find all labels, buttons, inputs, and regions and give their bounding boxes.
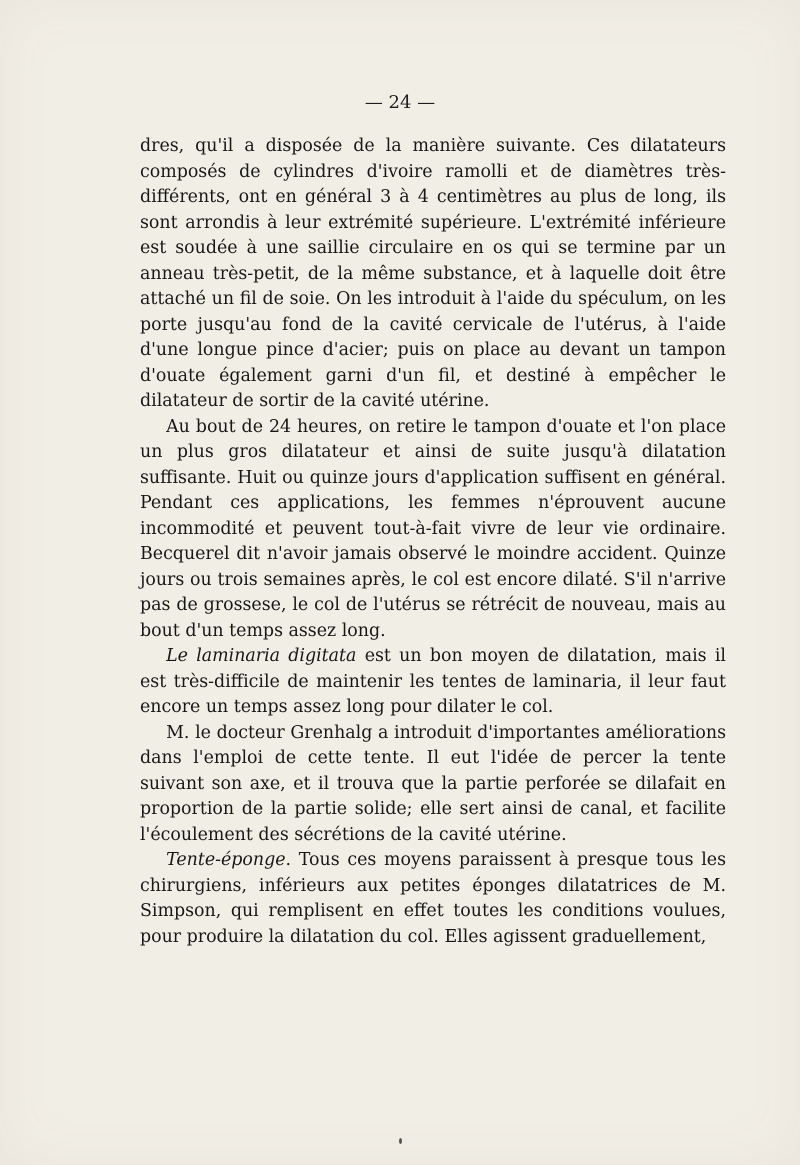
paragraph-3-italic-term: Le laminaria digitata [166,646,357,666]
paragraph-2 [140,415,726,645]
paragraph-3 [140,644,726,721]
paragraph-1-text: dres, qu'il a disposée de la manière suivante. Ces dilatateurs composés de cylindres d'ivoire ramolli et de diamètres très-différents, ont en général 3 à 4 centimètres au plus de long, ils sont arrondis à leur extrémité supérieure. L'extrémité inférieure est soudée à une saillie circulaire en os qui se termine par un anneau très-petit, de la même substance, et à laquelle doit être attaché un fil de soie. On les introduit à l'aide du spéculum, on les porte jusqu'au fond de la cavité cervicale de l'utérus, à l'aide d'une longue pince d'acier; puis on place au devant un tampon d'ouate également garni d'un fil, et destiné à empêcher le dilatateur de sortir de la cavité utérine. [140,136,726,411]
paragraph-4-text: M. le docteur Grenhalg a introduit d'importantes améliorations dans l'emploi de cette tente. Il eut l'idée de percer la tente suivant son axe, et il trouva que la partie perforée se dilafait en proportion de la partie solide; elle sert ainsi de canal, et facilite l'écoulement des sécrétions de la cavité utérine. [140,722,726,845]
paragraph-5-italic-term: Tente-éponge [166,850,286,870]
page-number: — 24 — [364,92,436,113]
paragraph-5-text: . Tous ces moyens paraissent à presque tous les chirurgiens, inférieurs aux petites éponges dilatatrices de M. Simpson, qui remplisent en effet toutes les conditions voulues, pour produire la dilatation du col. Elles agissent graduellement, [140,850,726,947]
paragraph-1 [140,134,726,415]
paragraph-4 [140,721,726,849]
paragraph-5 [140,848,726,950]
paragraph-3-text: est un bon moyen de dilatation, mais il est très-difficile de maintenir les tentes de laminaria, il leur faut encore un temps assez long pour dilater le col. [140,646,726,717]
page-body-text [140,134,726,950]
ink-speck [399,1138,402,1144]
paragraph-2-text: Au bout de 24 heures, on retire le tampon d'ouate et l'on place un plus gros dilatateur et ainsi de suite jusqu'à dilatation suffisante. Huit ou quinze jours d'application suffisent en général. Pendant ces applications, les femmes n'éprouvent aucune incommodité et peuvent tout-à-fait vivre de leur vie ordinaire. Becquerel dit n'avoir jamais observé le moindre accident. Quinze jours ou trois semaines après, le col est encore dilaté. S'il n'arrive pas de grossese, le col de l'utérus se rétrécit de nouveau, mais au bout d'un temps assez long. [140,416,726,641]
